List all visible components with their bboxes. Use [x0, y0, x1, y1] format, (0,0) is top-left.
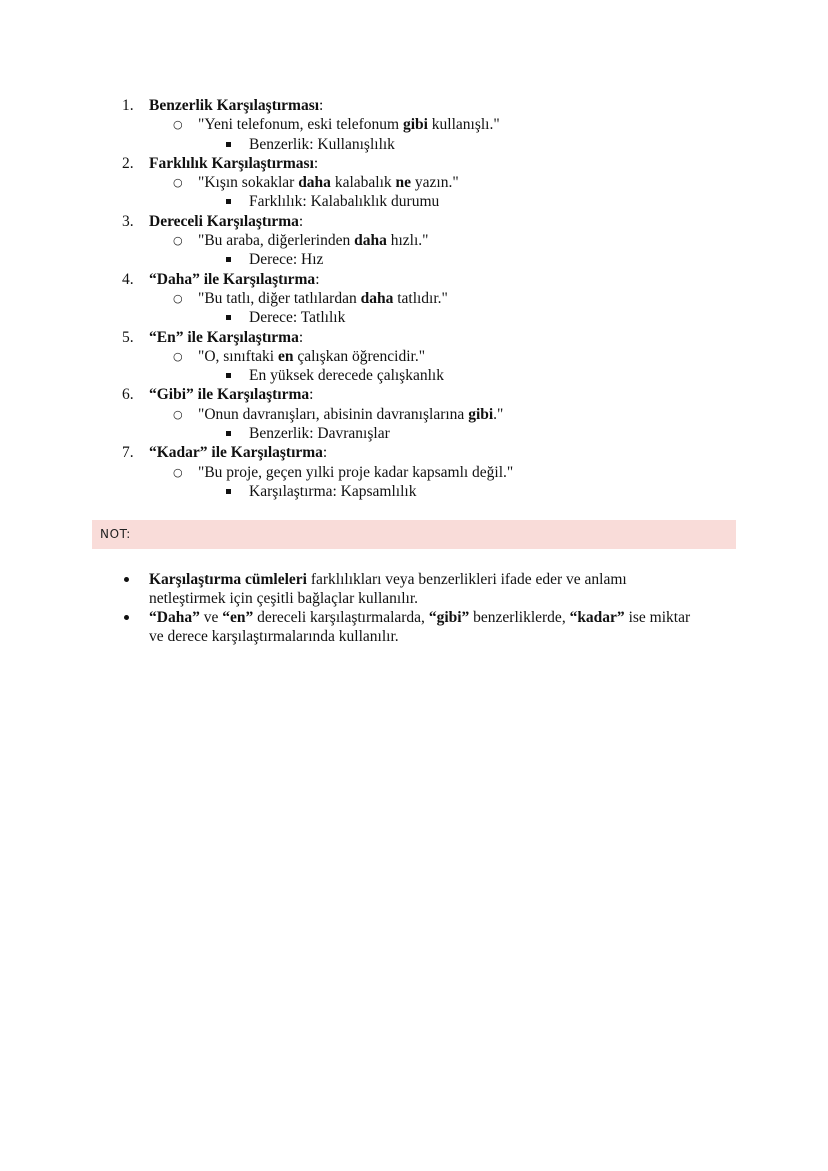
square-bullet-icon — [226, 373, 231, 378]
example-sentence: "Bu tatlı, diğer tatlılardan daha tatlıdır." — [198, 289, 448, 307]
item-heading: “Gibi” ile Karşılaştırma: — [149, 386, 314, 404]
hollow-circle-bullet-icon: ○ — [173, 465, 183, 479]
example-sentence: "Kışın sokaklar daha kalabalık ne yazın." — [198, 174, 459, 192]
hollow-circle-bullet-icon: ○ — [173, 291, 183, 305]
note-banner — [92, 520, 736, 549]
square-bullet-icon — [226, 315, 231, 320]
item-number: 3. — [122, 212, 134, 230]
square-bullet-icon — [226, 199, 231, 204]
bullet-dot-icon — [124, 577, 129, 582]
item-number: 7. — [122, 444, 134, 462]
item-heading: Farklılık Karşılaştırması: — [149, 154, 319, 172]
example-line — [0, 289, 828, 308]
example-line — [0, 405, 828, 424]
detail-line — [0, 250, 828, 269]
list-item — [0, 96, 828, 115]
list-item — [0, 608, 828, 646]
list-item — [0, 270, 828, 289]
bullet-dot-icon — [124, 615, 129, 620]
detail-line — [0, 366, 828, 385]
list-item — [0, 443, 828, 462]
item-number: 2. — [122, 154, 134, 172]
item-number: 4. — [122, 270, 134, 288]
detail-text: Derece: Hız — [249, 251, 324, 269]
note-paragraph: Karşılaştırma cümleleri farklılıkları veya benzerlikleri ifade eder ve anlamı netleştirmek için çeşitli bağlaçlar kullanılır. — [149, 571, 627, 607]
item-heading: “En” ile Karşılaştırma: — [149, 328, 304, 346]
detail-text: Derece: Tatlılık — [249, 309, 346, 327]
detail-line — [0, 482, 828, 501]
comparison-types-list — [0, 96, 828, 501]
detail-text: En yüksek derecede çalışkanlık — [249, 367, 444, 385]
detail-text: Benzerlik: Davranışlar — [249, 425, 390, 443]
square-bullet-icon — [226, 142, 231, 147]
item-number: 5. — [122, 328, 134, 346]
detail-text: Karşılaştırma: Kapsamlılık — [249, 482, 417, 500]
detail-text: Farklılık: Kalabalıklık durumu — [249, 193, 440, 211]
list-item — [0, 212, 828, 231]
detail-text: Benzerlik: Kullanışlılık — [249, 135, 395, 153]
example-line — [0, 347, 828, 366]
note-label: NOT: — [100, 527, 131, 541]
detail-line — [0, 135, 828, 154]
hollow-circle-bullet-icon: ○ — [173, 234, 183, 248]
square-bullet-icon — [226, 489, 231, 494]
list-item — [0, 154, 828, 173]
square-bullet-icon — [226, 431, 231, 436]
list-item — [0, 385, 828, 404]
detail-line — [0, 424, 828, 443]
item-heading: “Daha” ile Karşılaştırma: — [149, 270, 320, 288]
hollow-circle-bullet-icon: ○ — [173, 176, 183, 190]
example-sentence: "Onun davranışları, abisinin davranışlarına gibi." — [198, 405, 504, 423]
example-line — [0, 115, 828, 134]
hollow-circle-bullet-icon: ○ — [173, 349, 183, 363]
example-line — [0, 173, 828, 192]
item-heading: Benzerlik Karşılaştırması: — [149, 97, 324, 114]
detail-line — [0, 308, 828, 327]
item-heading: “Kadar” ile Karşılaştırma: — [149, 444, 328, 462]
example-sentence: "Yeni telefonum, eski telefonum gibi kullanışlı." — [198, 116, 500, 134]
item-heading: Dereceli Karşılaştırma: — [149, 212, 304, 230]
hollow-circle-bullet-icon: ○ — [173, 407, 183, 421]
note-bullet-list — [0, 570, 828, 646]
example-line — [0, 231, 828, 250]
item-number: 1. — [122, 97, 134, 114]
example-sentence: "Bu araba, diğerlerinden daha hızlı." — [198, 232, 429, 250]
item-number: 6. — [122, 386, 134, 404]
list-item — [0, 570, 828, 608]
hollow-circle-bullet-icon: ○ — [173, 118, 183, 132]
example-sentence: "O, sınıftaki en çalışkan öğrencidir." — [198, 347, 426, 365]
example-sentence: "Bu proje, geçen yılki proje kadar kapsamlı değil." — [198, 463, 514, 481]
square-bullet-icon — [226, 257, 231, 262]
note-paragraph: “Daha” ve “en” dereceli karşılaştırmalarda, “gibi” benzerliklerde, “kadar” ise miktar ve derece karşılaştırmalarında kullanılır. — [149, 609, 691, 645]
detail-line — [0, 192, 828, 211]
list-item — [0, 328, 828, 347]
example-line — [0, 463, 828, 482]
